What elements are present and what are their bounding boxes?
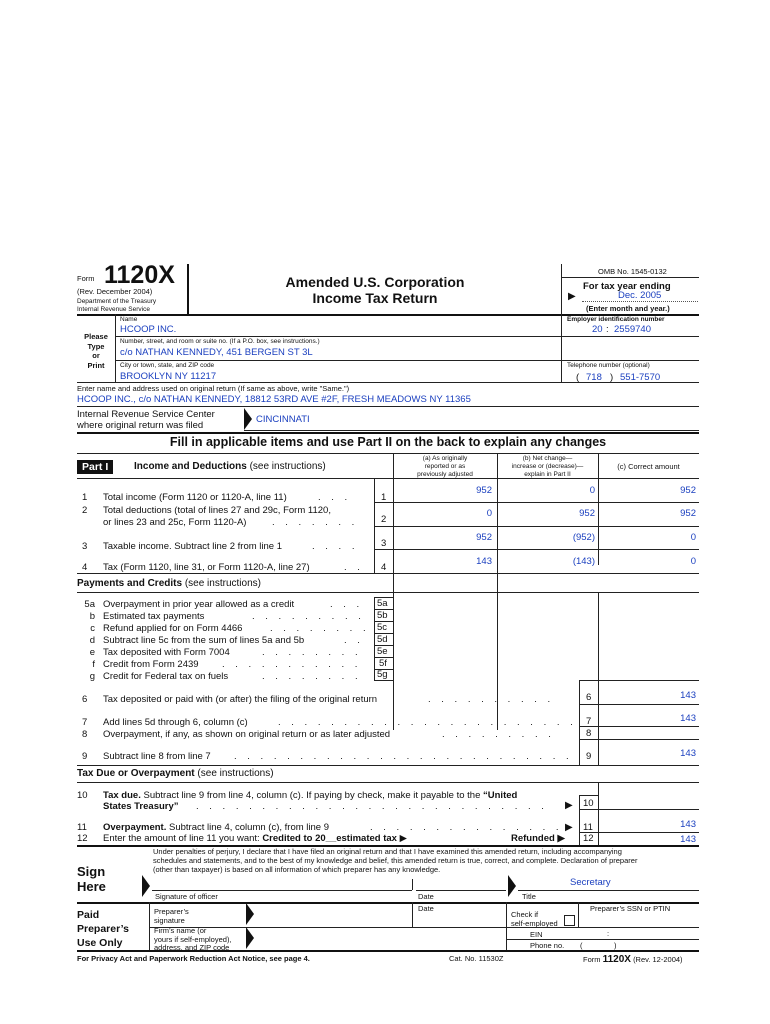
line-3-box: 3 [381,538,387,549]
line-2-text-2: or lines 23 and 25c, Form 1120-A) [103,517,247,528]
arrow-icon: ▶ [565,800,573,811]
line-5a-box: 5a [377,598,388,609]
form-title-1: Amended U.S. Corporation [285,274,465,290]
line-11-text: Overpayment. Subtract line 4, column (c), from line 9 [103,822,329,833]
line-12-num: 12 [77,833,88,844]
col-c-header: (c) Correct amount [617,462,680,471]
city-label: City or town, state, and ZIP code [120,362,215,369]
line-12-refunded: Refunded ▶ [511,833,565,844]
line-11-num: 11 [77,822,87,833]
check-self-employed-label: Check if self-employed [511,910,558,928]
line-8-box: 8 [586,728,592,739]
col-b-header: (b) Net change— increase or (decrease)— explain in Part II [511,455,584,478]
line-4-num: 4 [82,562,88,573]
line-5g-box: 5g [377,669,388,680]
line-5f-text: Credit from Form 2439 [103,659,199,670]
payments-title: Payments and Credits (see instructions) [77,578,261,589]
line-5f-num: f [92,659,95,670]
line-2-col-c[interactable]: 952 [680,508,696,519]
line-10-text-2: States Treasury” [103,801,179,812]
part-1-badge: Part I [77,460,113,474]
preparer-ein-label: EIN [530,930,543,939]
form-number: 1120X [104,261,175,289]
street-label: Number, street, and room or suite no. (If a P.O. box, see instructions.) [120,338,320,345]
line-1-num: 1 [82,492,88,503]
line-2-num: 2 [82,505,88,516]
line-5c-num: c [90,623,95,634]
line-5e-num: e [89,647,95,658]
phone-number[interactable]: 551-7570 [620,372,661,383]
line-5d-num: d [89,635,95,646]
sign-here-2: Here [77,879,106,894]
line-10-num: 10 [77,790,88,801]
preparer-date-label: Date [418,904,434,913]
line-7-text: Add lines 5d through 6, column (c) [103,717,248,728]
catalog-number: Cat. No. 11530Z [449,954,504,963]
form-label: Form [77,274,95,283]
title-value[interactable]: Secretary [570,877,611,888]
irs-center-label-1: Internal Revenue Service Center [77,409,215,420]
tax-year-label: For tax year ending [583,281,671,292]
line-5c-box: 5c [377,622,388,633]
line-3-num: 3 [82,541,88,552]
privacy-notice: For Privacy Act and Paperwork Reduction Act Notice, see page 4. [77,954,310,963]
line-5b-box: 5b [377,610,388,621]
line-4-col-c[interactable]: 0 [690,556,696,567]
fill-heading: Fill in applicable items and use Part II on the back to explain any changes [169,435,607,449]
perjury-line-1: Under penalties of perjury, I declare that I have filed an original return and that I have examined this amended return, including accompanying [153,847,622,856]
ein-label: Employer identification number [567,316,665,323]
tax-year-value[interactable]: Dec. 2005 [618,290,662,301]
line-10-box: 10 [583,798,594,809]
line-11-box: 11 [583,822,593,833]
line-8-text: Overpayment, if any, as shown on original return or as later adjusted [103,729,391,740]
line-3-col-b[interactable]: (952) [572,532,595,543]
line-2-box: 2 [381,514,387,525]
line-2-text: Total deductions (total of lines 27 and 29c, Form 1120, [103,505,331,516]
line-12-value[interactable]: 143 [680,834,696,845]
line-6-value[interactable]: 143 [680,690,696,701]
line-1-col-b[interactable]: 0 [589,485,595,496]
taxdue-title: Tax Due or Overpayment (see instructions) [77,768,274,779]
line-1-text: Total income (Form 1120 or 1120-A, line 11) [103,492,287,503]
line-5f-box: 5f [379,658,387,669]
line-9-num: 9 [82,751,88,762]
please-type-print: Please Type or Print [84,332,108,370]
line-5c-text: Refund applied for on Form 4466 [103,623,243,634]
preparer-signature-label: Preparer’s signature [154,907,189,925]
rev-date: (Rev. December 2004) [77,287,153,296]
line-5e-box: 5e [377,646,388,657]
perjury-line-3: (other than taxpayer) is based on all information of which preparer has any knowledge. [153,865,441,874]
month-year-label: (Enter month and year.) [586,304,670,313]
line-6-box: 6 [586,692,592,703]
phone-label: Telephone number (optional) [567,362,650,369]
line-3-col-a[interactable]: 952 [476,532,492,543]
line-2-col-b[interactable]: 952 [579,508,595,519]
arrow-icon [142,875,150,897]
firm-name-label: Firm’s name (or yours if self-employed), address, and ZIP code [154,926,232,952]
line-4-col-a[interactable]: 143 [476,556,492,567]
line-3-text: Taxable income. Subtract line 2 from line 1 [103,541,283,552]
line-1-col-c[interactable]: 952 [680,485,696,496]
line-5d-box: 5d [377,634,388,645]
line-4-col-b[interactable]: (143) [572,556,595,567]
original-address-label: Enter name and address used on original return (If same as above, write "Same.") [77,384,350,393]
part-1-title: Income and Deductions (see instructions) [134,461,326,472]
irs-center-value[interactable]: CINCINNATI [256,414,310,425]
arrow-icon [508,875,516,897]
line-12-box: 12 [583,833,594,844]
arrow-icon: ▶ [568,291,576,302]
line-7-num: 7 [82,717,88,728]
line-4-box: 4 [381,562,387,573]
line-1-box: 1 [381,492,387,503]
irs-label: Internal Revenue Service [77,306,150,313]
street-value[interactable]: c/o NATHAN KENNEDY, 451 BERGEN ST 3L [120,347,313,358]
line-6-text: Tax deposited or paid with (or after) the filing of the original return [103,694,378,705]
line-10-text: Tax due. Subtract line 9 from line 4, column (c). If paying by check, make it payable to the “United [103,790,518,801]
line-5g-num: g [89,671,95,682]
arrow-icon [246,903,254,925]
name-value[interactable]: HCOOP INC. [120,324,177,335]
phone-area[interactable]: 718 [586,372,602,383]
self-employed-checkbox[interactable] [564,915,575,926]
line-5a-text: Overpayment in prior year allowed as a credit [103,599,295,610]
paid-preparer-label: Paid Preparer’s Use Only [77,909,129,949]
line-7-value[interactable]: 143 [680,713,696,724]
line-1-col-a[interactable]: 952 [476,485,492,496]
line-9-value[interactable]: 143 [680,748,696,759]
footer-form-label: Form 1120X (Rev. 12-2004) [583,954,683,965]
line-8-num: 8 [82,729,88,740]
arrow-icon [246,927,254,949]
line-6-num: 6 [82,694,88,705]
irs-center-label-2: where original return was filed [77,420,204,431]
ein-value[interactable]: 2559740 [614,324,651,335]
line-7-box: 7 [586,716,592,727]
line-4-text: Tax (Form 1120, line 31, or Form 1120-A, line 27) [103,562,310,573]
line-9-box: 9 [586,751,592,762]
omb-number: OMB No. 1545-0132 [598,267,667,276]
line-2-col-a[interactable]: 0 [486,508,492,519]
line-5d-text: Subtract line 5c from the sum of lines 5a and 5b [103,635,305,646]
sign-here-1: Sign [77,864,106,879]
line-5e-text: Tax deposited with Form 7004 [103,647,230,658]
arrow-icon [244,408,252,430]
preparer-phone-label: Phone no. [530,941,565,950]
original-address-value[interactable]: HCOOP INC., c/o NATHAN KENNEDY, 18812 53RD AVE #2F, FRESH MEADOWS NY 11365 [77,394,471,405]
city-value[interactable]: BROOKLYN NY 11217 [120,371,217,382]
name-label: Name [120,316,138,323]
line-5b-num: b [89,611,95,622]
form-title-2: Income Tax Return [312,290,438,306]
dept-treasury: Department of the Treasury [77,298,157,305]
perjury-line-2: schedules and statements, and to the best of my knowledge and belief, this amended return is true, correct, and complete. Declaration of preparer [153,856,638,865]
preparer-ssn-label: Preparer’s SSN or PTIN [590,904,671,913]
line-5a-num: 5a [84,599,95,610]
line-3-col-c[interactable]: 0 [690,532,696,543]
title-label: Title [522,892,536,901]
line-9-text: Subtract line 8 from line 7 [103,751,211,762]
line-11-value[interactable]: 143 [680,819,696,830]
signature-label: Signature of officer [155,892,218,901]
ein-prefix[interactable]: 20 [592,324,603,335]
line-5g-text: Credit for Federal tax on fuels [103,671,229,682]
col-a-header: (a) As originally reported or as previously adjusted [417,455,473,478]
line-12-text: Enter the amount of line 11 you want: Credited to 20__estimated tax ▶ [103,833,407,844]
sign-date-label: Date [418,892,434,901]
arrow-icon: ▶ [565,822,573,833]
line-5b-text: Estimated tax payments [103,611,205,622]
